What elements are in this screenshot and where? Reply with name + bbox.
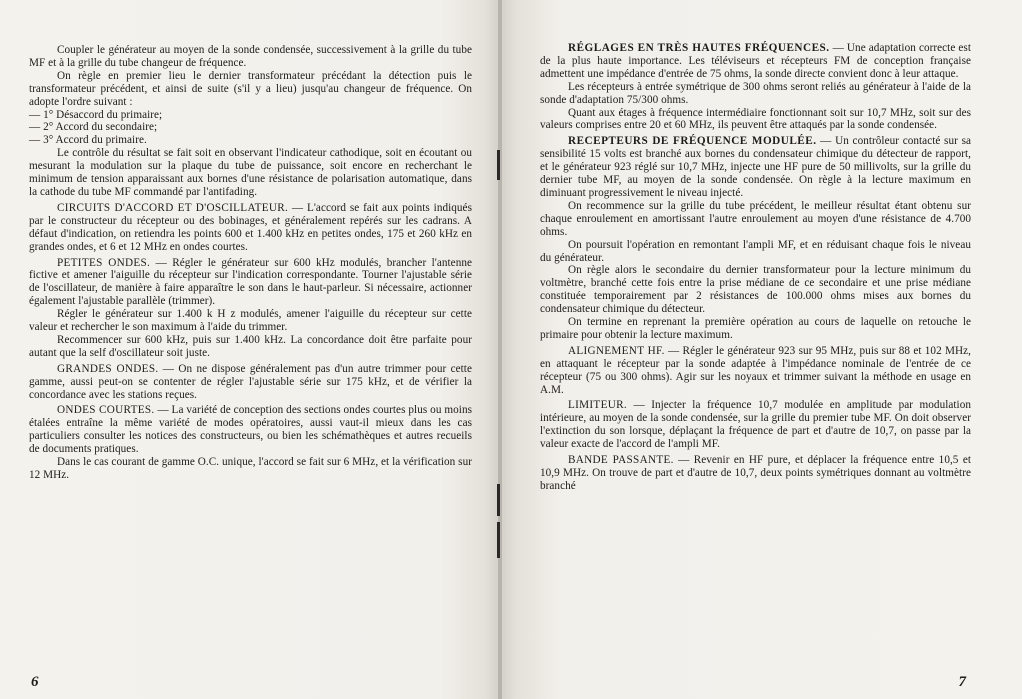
page-number-left: 6 <box>31 674 39 690</box>
paragraph <box>29 134 472 147</box>
paragraph-text: On règle alors le secondaire du dernier transformateur pour la lecture minimum du voltmètre, branché cette fois entre la prise médiane de ce secondaire et une prise médiane constituée temporairement par 2 résistances de 100.000 ohms mises aux bornes du condensateur chimique du détecteur. <box>540 264 971 316</box>
paragraph <box>29 308 472 334</box>
paragraph-text: — Injecter la fréquence 10,7 modulée en amplitude par modulation intérieure, au moyen de la sonde condensée, sur la grille du premier tube MF. On doit observer l'extinction du son lorsque, déplaçant la fréquence de part et d'autre de 10,7, on passe par la valeur exacte de l'accord de l'ampli MF. <box>540 399 971 451</box>
paragraph <box>29 202 472 254</box>
paragraph-text: Recommencer sur 600 kHz, puis sur 1.400 kHz. La concordance doit être parfaite pour autant que la self d'oscillateur soit juste. <box>29 333 472 359</box>
paragraph <box>540 42 971 81</box>
section-heading: LIMITEUR. <box>568 399 627 412</box>
paragraph <box>540 345 971 397</box>
paragraph <box>29 456 472 482</box>
paragraph-text: Dans le cas courant de gamme O.C. unique, l'accord se fait sur 6 MHz, et la vérification sur 12 MHz. <box>29 456 472 481</box>
margin-bar <box>497 522 500 558</box>
paragraph <box>540 239 971 265</box>
right-page-text <box>540 42 971 493</box>
paragraph <box>29 44 472 70</box>
section-heading: RÉGLAGES EN TRÈS HAUTES FRÉQUENCES. <box>568 42 830 54</box>
paragraph-text: — 3° Accord du primaire. <box>29 134 147 147</box>
page-number-right: 7 <box>958 674 966 690</box>
paragraph <box>29 109 472 122</box>
paragraph-text: Les récepteurs à entrée symétrique de 300 ohms seront reliés au générateur à l'aide de la sonde d'adaptation 75/300 ohms. <box>540 80 971 106</box>
paragraph-text: — L'accord se fait aux points indiqués par le constructeur du récepteur ou des bobinages, et généralement repérés sur les cadrans. A défaut d'indication, on retiendra les points 600 et 1.400 kHz en petites ondes, 175 et 260 kHz en grandes ondes, et 6 et 12 MHz en ondes courtes. <box>29 201 472 253</box>
section-heading: RECEPTEURS DE FRÉQUENCE MODULÉE. <box>568 135 817 148</box>
paragraph <box>540 200 971 239</box>
margin-bar <box>497 484 500 516</box>
paragraph-text: On termine en reprenant la première opération au cours de laquelle on retouche le primaire pour obtenir la lecture maximum. <box>540 316 971 341</box>
paragraph-text: — On ne dispose généralement pas d'un autre trimmer pour cette gamme, aussi peut-on se contenter de régler l'ajustable série sur 175 kHz, et de vérifier la concordance avec les stations reçues. <box>29 362 472 401</box>
paragraph <box>29 404 472 456</box>
left-page-text <box>29 44 472 482</box>
left-page <box>0 0 500 699</box>
paragraph <box>29 363 472 402</box>
paragraph <box>540 81 971 107</box>
paragraph <box>540 316 971 342</box>
paragraph-text: — Un contrôleur contacté sur sa sensibilité 15 volts est branché aux bornes du condensateur chimique du détecteur de rapport, et le générateur 923 réglé sur 10,7 MHz, injecte une HF pure de 50 millivolts, sur la grille du dernier tube MF, au moyen de la sonde condensée. On règle à la lecture maximum en diminuant progressivement le niveau injecté. <box>540 135 971 199</box>
paragraph <box>540 264 971 316</box>
paragraph-text: — Régler le générateur 923 sur 95 MHz, puis sur 88 et 102 MHz, en attaquant le récepteur par la sonde adaptée à l'impédance nominale de l'entrée de ce récepteur (75 ou 300 ohms). Agir sur les noyaux et trimmer suivant la méthode en usage en A.M. <box>540 344 971 396</box>
paragraph-text: — Une adaptation correcte est de la plus haute importance. Les téléviseurs et récepteurs FM de conception française admettent une impédance d'entrée de 75 ohms, la sonde directe convient donc à leur attaque. <box>540 42 971 80</box>
paragraph <box>29 147 472 199</box>
paragraph-text: Quant aux étages à fréquence intermédiaire fonctionnant soit sur 10,7 MHz, soit sur des valeurs comprises entre 20 et 60 MHz, ils peuvent être attaqués par la sonde condensée. <box>540 106 971 132</box>
right-page <box>500 0 1022 699</box>
paragraph-text: Le contrôle du résultat se fait soit en observant l'indicateur cathodique, soit en écoutant ou mesurant la modulation sur la plaque du tube de puissance, soit encore en recherchant le minimum de tension apparaissant aux bornes d'une résistance de polarisation automatique, dans la cathode du tube MF commandé par l'antifading. <box>29 147 472 198</box>
section-heading: PETITES ONDES. <box>57 256 151 269</box>
paragraph <box>29 70 472 109</box>
paragraph-text: — Revenir en HF pure, et déplacer la fréquence entre 10,5 et 10,9 MHz. On trouve de part et d'autre de 10,7, deux points symétriques donnant au voltmètre branché <box>540 454 972 492</box>
paragraph-text: — La variété de conception des sections ondes courtes plus ou moins étalées entraîne la même variété de modes opératoires, aussi vaut-il mieux dans les cas particuliers consulter les notices des constructeurs, ou bien les schémathèques et autres recueils de documents pratiques. <box>29 404 472 456</box>
paragraph-text: — 1° Désaccord du primaire; <box>29 108 163 121</box>
paragraph-text: Coupler le générateur au moyen de la sonde condensée, successivement à la grille du tube MF et à la grille du tube changeur de fréquence. <box>29 44 472 69</box>
paragraph-text: On poursuit l'opération en remontant l'ampli MF, et en réduisant chaque fois le niveau du générateur. <box>540 238 971 264</box>
paragraph-text: On recommence sur la grille du tube précédent, le meilleur résultat étant obtenu sur chaque enroulement en amortissant l'autre enroulement au moyen d'une résistance de 4.700 ohms. <box>540 199 971 238</box>
section-heading: ONDES COURTES. <box>57 404 155 417</box>
paragraph-text: On règle en premier lieu le dernier transformateur précédant la détection puis le transformateur précédent, et ainsi de suite (s'il y a lieu) jusqu'au changeur de fréquence. On adopte l'ordre suivant : <box>29 69 472 108</box>
paragraph <box>540 454 971 493</box>
section-heading: GRANDES ONDES. <box>57 362 159 375</box>
paragraph <box>540 399 971 451</box>
paragraph-text: — 2° Accord du secondaire; <box>29 121 158 134</box>
paragraph <box>540 107 971 133</box>
margin-bar <box>497 150 500 180</box>
paragraph <box>29 121 472 134</box>
section-heading: BANDE PASSANTE. <box>568 454 674 467</box>
paragraph <box>540 135 971 200</box>
book-gutter <box>498 0 502 699</box>
paragraph <box>29 334 472 360</box>
section-heading: ALIGNEMENT HF. <box>568 344 665 357</box>
paragraph <box>29 257 472 309</box>
paragraph-text: Régler le générateur sur 1.400 k H z modulés, amener l'aiguille du récepteur sur cette valeur et rechercher le son maximum à l'aide du trimmer. <box>29 308 472 334</box>
section-heading: CIRCUITS D'ACCORD ET D'OSCILLATEUR. <box>57 201 289 214</box>
paragraph-text: — Régler le générateur sur 600 kHz modulés, brancher l'antenne fictive et amener l'aiguille du récepteur sur l'indication correspondante. Tourner l'ajustable série de l'oscillateur, de manière à faire apparaître le son dans le haut-parleur. Si nécessaire, actionner également l'ajustable parallèle (trimmer). <box>29 256 472 308</box>
